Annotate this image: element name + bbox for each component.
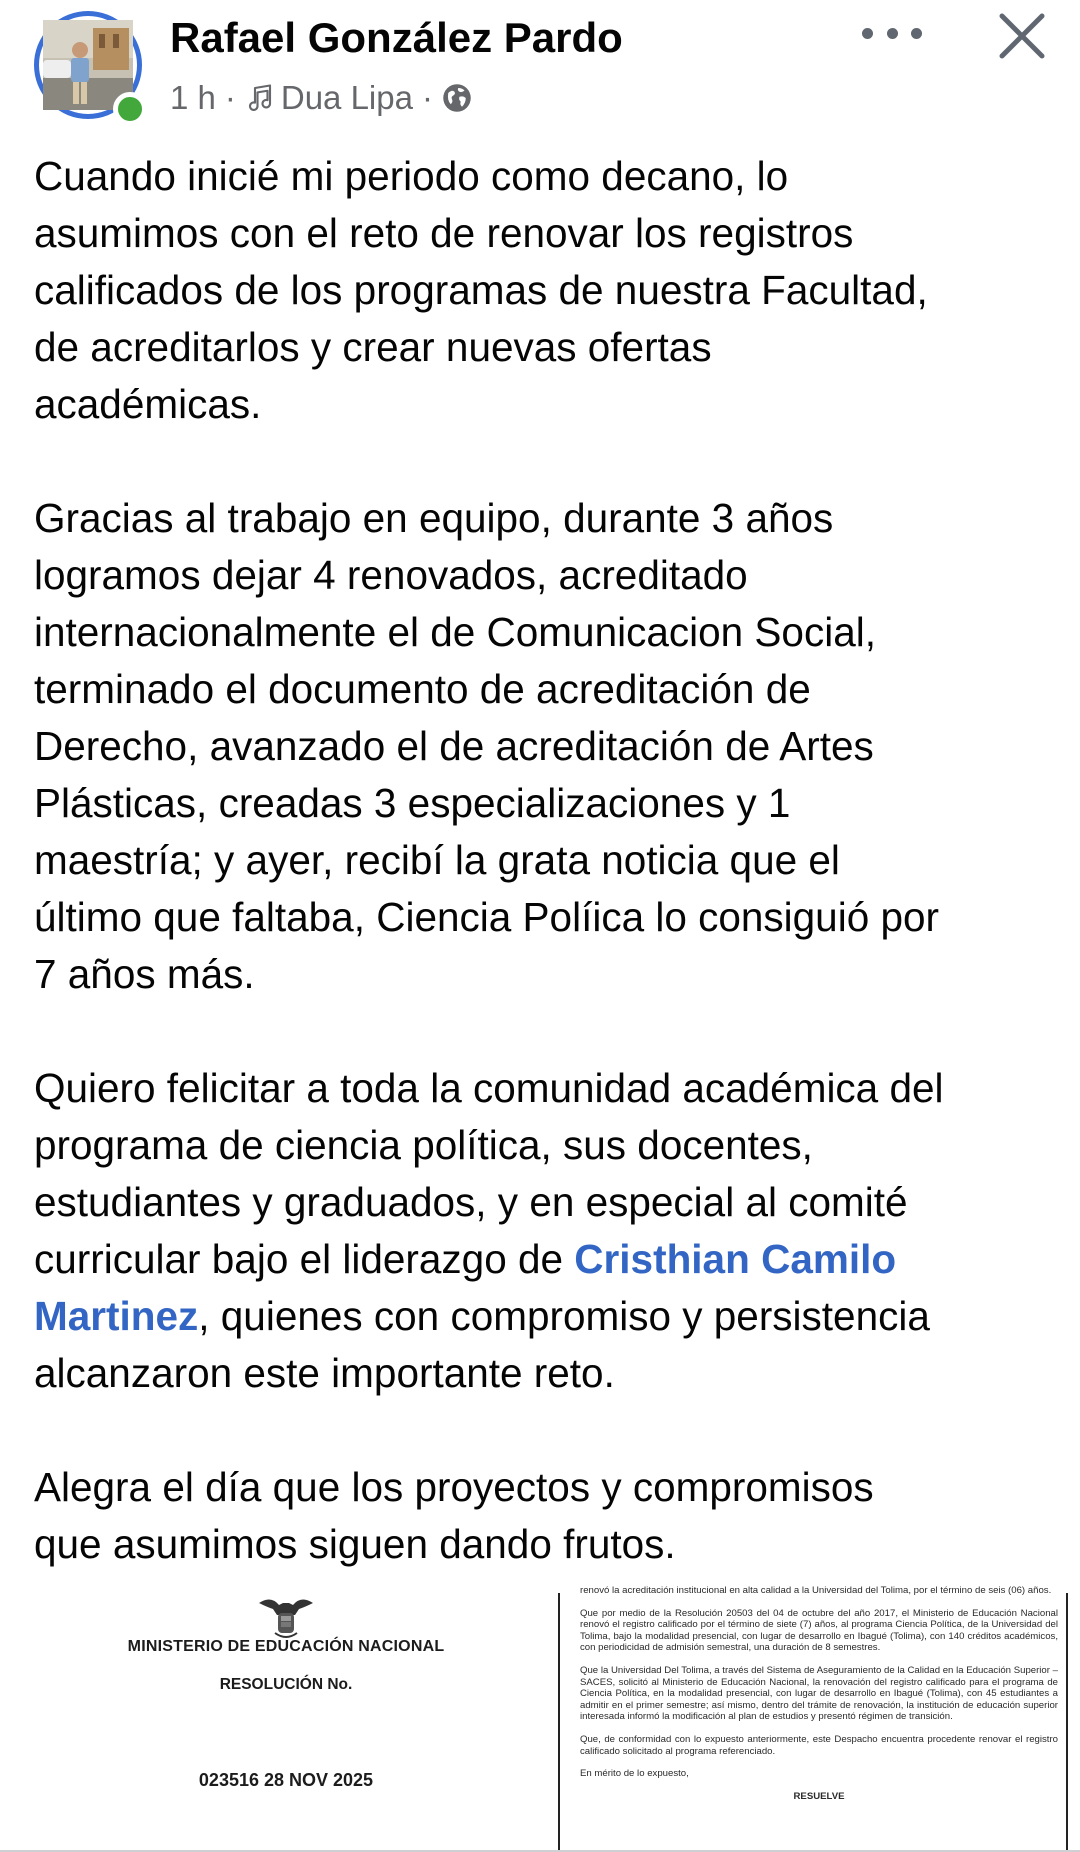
coat-of-arms-icon <box>255 1595 317 1641</box>
paragraph-3: Quiero felicitar a toda la comunidad académica del programa de ciencia política, sus docentes, estudiantes y graduados, y en especial al comité curricular bajo el liderazgo de Cristhian Camilo Martinez, quienes con compromiso y persistencia alcanzaron este importante reto. <box>34 1065 944 1396</box>
post-time[interactable]: 1 h <box>170 79 216 116</box>
post-header <box>0 0 1080 140</box>
post-images <box>0 1585 1080 1852</box>
music-artist[interactable]: Dua Lipa <box>280 79 413 116</box>
paragraph-4: Alegra el día que los proyectos y compromisos que asumimos siguen dando frutos. <box>34 1464 874 1567</box>
post-text <box>34 148 1054 1573</box>
online-status-icon <box>113 92 147 126</box>
meta-separator: · <box>224 79 236 116</box>
mention-link-continued[interactable]: Martinez <box>34 1293 199 1339</box>
post-meta <box>170 78 472 118</box>
close-icon[interactable] <box>996 10 1048 62</box>
resuelve-heading: RESUELVE <box>793 1790 845 1802</box>
ministry-title: MINISTERIO DE EDUCACIÓN NACIONAL <box>127 1638 445 1655</box>
paragraph-2: Gracias al trabajo en equipo, durante 3 años logramos dejar 4 renovados, acreditado internacionalmente el de Comunicacion Social, terminado el documento de acreditación de Derecho, avanzado el de acreditación de Artes Plásticas, creadas 3 especializaciones y 1 maestría; y ayer, recibí la grata noticia que el último que faltaba, Ciencia Políica lo consiguió por 7 años más. <box>34 495 940 997</box>
meta-separator-2: · <box>421 79 433 116</box>
resolution-text: renovó la acreditación institucional en alta calidad a la Universidad del Tolima, por el término de seis (06) años. Que por medio de la Resolución 20503 del 04 de octubre del año 2017, el Ministerio de Educación Nacional renovó el registro calificado por el término de siete (7) años, al programa Ciencia Política, de la Universidad del Tolima, bajo la modalidad presencial, con lugar de desarrollo en Ibagué (Tolima), con 140 créditos académicos, con periodicidad de admisión semestral, una duración de 8 semestres. Que la Universidad Del Tolima, a través del Sistema de Aseguramiento de la Calidad en la Educación Superior –SACES, solicitó al Ministerio de Educación Nacional, la renovación del registro calificado para el programa de Ciencia Política, en la modalidad presencial, con lugar de desarrollo en Ibagué (Tolima), con 45 estudiantes a admitir en el primer semestre; así mismo, dentro del trámite de renovación, la institución de educación superior interesada informó la modificación al plan de estudios y presentó régimen de transición. Que, de conformidad con lo expuesto anteriormente, este Despacho encuentra procedente renovar el registro calificado solicitado al programa referenciado. En mérito de lo expuesto, RESUELVE <box>580 1585 1058 1802</box>
resolution-number: 023516 28 NOV 2025 <box>198 1770 374 1790</box>
resolution-cover-image[interactable] <box>34 1593 538 1852</box>
resolution-label: RESOLUCIÓN No. <box>219 1676 353 1693</box>
globe-icon <box>442 83 472 113</box>
more-options-icon[interactable] <box>862 18 922 48</box>
paragraph-1: Cuando inicié mi periodo como decano, lo asumimos con el reto de renovar los registros calificados de los programas de nuestra Facultad, de acreditarlos y crear nuevas ofertas académicas. <box>34 153 928 427</box>
music-note-icon <box>245 83 275 113</box>
mention-link[interactable]: Cristhian Camilo <box>574 1236 897 1282</box>
resolution-page-image[interactable] <box>558 1585 1068 1852</box>
author-name[interactable]: Rafael González Pardo <box>170 14 623 61</box>
